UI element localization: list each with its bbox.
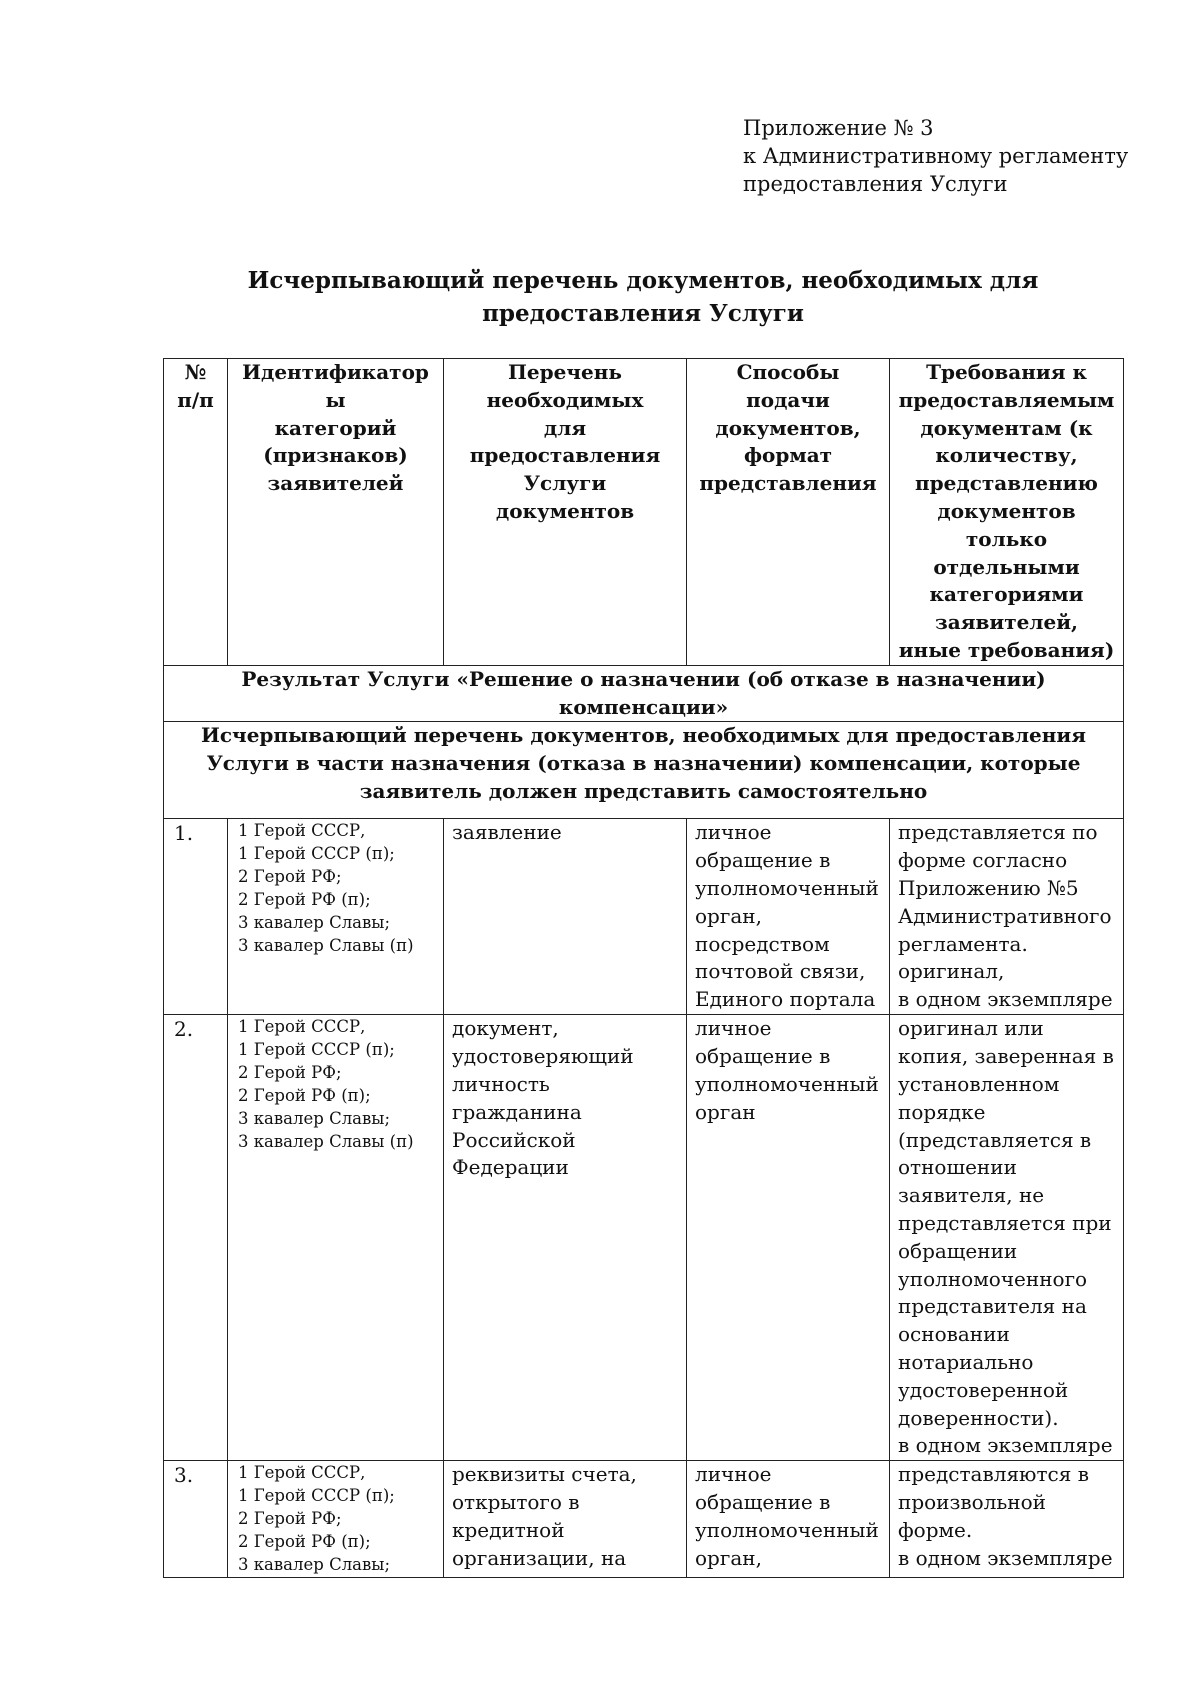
table-row — [164, 819, 1124, 1015]
annex-caption — [743, 114, 1128, 198]
row-number: 2. — [164, 1015, 228, 1461]
document-title: Исчерпывающий перечень документов, необходимых для предоставления Услуги — [247, 267, 1039, 327]
annex-line-1: Приложение № 3 — [743, 116, 934, 140]
header-methods: Способы подачи документов, формат представления — [687, 359, 890, 666]
row-number: 3. — [164, 1461, 228, 1578]
table-row — [164, 1461, 1124, 1578]
row-category: 1 Герой СССР, 1 Герой СССР (п); 2 Герой РФ; 2 Герой РФ (п); 3 кавалер Славы; 3 кавалер Славы (п) — [228, 819, 444, 1015]
header-category: Идентификатор ы категорий (признаков) заявителей — [228, 359, 444, 666]
row-requirement: оригинал или копия, заверенная в установленном порядке (представляется в отношении заявителя, не представляется при обращении уполномоченного представителя на основании нотариально удостоверенной доверенности). в одном экземпляре — [890, 1015, 1124, 1461]
row-method: личное обращение в уполномоченный орган — [687, 1015, 890, 1461]
section-row — [164, 722, 1124, 819]
row-document: реквизиты счета, открытого в кредитной организации, на — [444, 1461, 687, 1578]
header-num: № п/п — [164, 359, 228, 666]
annex-line-3: предоставления Услуги — [743, 172, 1008, 196]
documents-table — [163, 358, 1124, 1578]
table-header-row — [164, 359, 1124, 666]
row-document: заявление — [444, 819, 687, 1015]
header-documents: Перечень необходимых для предоставления Услуги документов — [444, 359, 687, 666]
row-document: документ, удостоверяющий личность гражданина Российской Федерации — [444, 1015, 687, 1461]
header-requirements: Требования к предоставляемым документам (к количеству, представлению документов только отдельными категориями заявителей, иные требования) — [890, 359, 1124, 666]
annex-line-2: к Административному регламенту — [743, 144, 1129, 168]
result-cell: Результат Услуги «Решение о назначении (об отказе в назначении) компенсации» — [164, 665, 1124, 722]
row-number: 1. — [164, 819, 228, 1015]
row-method: личное обращение в уполномоченный орган, — [687, 1461, 890, 1578]
row-requirement: представляются в произвольной форме. в одном экземпляре — [890, 1461, 1124, 1578]
row-category: 1 Герой СССР, 1 Герой СССР (п); 2 Герой РФ; 2 Герой РФ (п); 3 кавалер Славы; — [228, 1461, 444, 1578]
row-category: 1 Герой СССР, 1 Герой СССР (п); 2 Герой РФ; 2 Герой РФ (п); 3 кавалер Славы; 3 кавалер Славы (п) — [228, 1015, 444, 1461]
row-requirement: представляется по форме согласно Приложению №5 Административного регламента. оригинал, в одном экземпляре — [890, 819, 1124, 1015]
row-method: личное обращение в уполномоченный орган, посредством почтовой связи, Единого портала — [687, 819, 890, 1015]
section-cell: Исчерпывающий перечень документов, необходимых для предоставления Услуги в части назначения (отказа в назначении) компенсации, которые заявитель должен представить самостоятельно — [164, 722, 1124, 819]
table-row — [164, 1015, 1124, 1461]
result-row — [164, 665, 1124, 722]
